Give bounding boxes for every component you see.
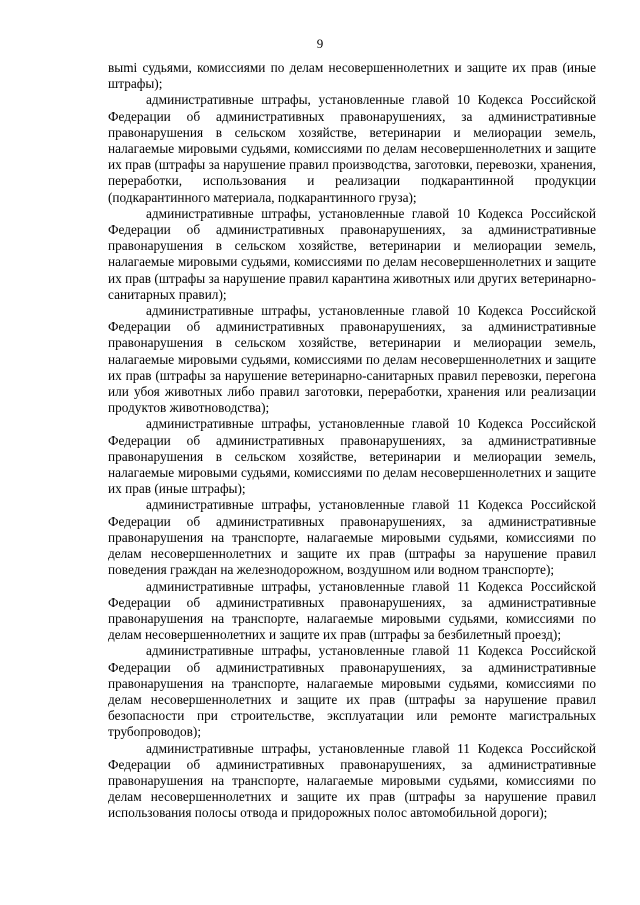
paragraph: административные штрафы, установленные главой 11 Кодекса Российской Федерации об административных правонарушениях, за административные правонарушения на транспорте, налагаемые мировыми судьями, комиссиями по делам несовершеннолетних и защите их прав (штрафы за нарушение правил использования полосы отвода и придорожных полос автомобильной дороги); xyxy=(108,740,596,821)
document-body xyxy=(108,60,596,822)
paragraph: административные штрафы, установленные главой 11 Кодекса Российской Федерации об административных правонарушениях, за административные правонарушения на транспорте, налагаемые мировыми судьями, комиссиями по делам несовершеннолетних и защите их прав (штрафы за нарушение правил безопасности при строительстве, эксплуатации или ремонте магистральных трубопроводов); xyxy=(108,643,596,740)
paragraph: административные штрафы, установленные главой 11 Кодекса Российской Федерации об административных правонарушениях, за административные правонарушения на транспорте, налагаемые мировыми судьями, комиссиями по делам несовершеннолетних и защите их прав (штрафы за безбилетный проезд); xyxy=(108,578,596,643)
paragraph: административные штрафы, установленные главой 11 Кодекса Российской Федерации об административных правонарушениях, за административные правонарушения на транспорте, налагаемые мировыми судьями, комиссиями по делам несовершеннолетних и защите их прав (штрафы за нарушение правил поведения граждан на железнодорожном, воздушном или водном транспорте); xyxy=(108,497,596,578)
paragraph: административные штрафы, установленные главой 10 Кодекса Российской Федерации об административных правонарушениях, за административные правонарушения в сельском хозяйстве, ветеринарии и мелиорации земель, налагаемые мировыми судьями, комиссиями по делам несовершеннолетних и защите их прав (штрафы за нарушение правил производства, заготовки, перевозки, хранения, переработки, использования и реализации подкарантинной продукции (подкарантинного материала, подкарантинного груза); xyxy=(108,92,596,205)
paragraph: административные штрафы, установленные главой 10 Кодекса Российской Федерации об административных правонарушениях, за административные правонарушения в сельском хозяйстве, ветеринарии и мелиорации земель, налагаемые мировыми судьями, комиссиями по делам несовершеннолетних и защите их прав (штрафы за нарушение правил карантина животных или других ветеринарно-санитарных правил); xyxy=(108,205,596,302)
paragraph: административные штрафы, установленные главой 10 Кодекса Российской Федерации об административных правонарушениях, за административные правонарушения в сельском хозяйстве, ветеринарии и мелиорации земель, налагаемые мировыми судьями, комиссиями по делам несовершеннолетних и защите их прав (штрафы за нарушение ветеринарно-санитарных правил перевозки, перегона или убоя животных либо правил заготовки, переработки, хранения или реализации продуктов животноводства); xyxy=(108,303,596,416)
page-number: 9 xyxy=(316,36,324,51)
paragraph-continuation: выmi судьями, комиссиями по делам несовершеннолетних и защите их прав (иные штрафы); xyxy=(108,60,596,92)
paragraph: административные штрафы, установленные главой 10 Кодекса Российской Федерации об административных правонарушениях, за административные правонарушения в сельском хозяйстве, ветеринарии и мелиорации земель, налагаемые мировыми судьями, комиссиями по делам несовершеннолетних и защите их прав (иные штрафы); xyxy=(108,416,596,497)
